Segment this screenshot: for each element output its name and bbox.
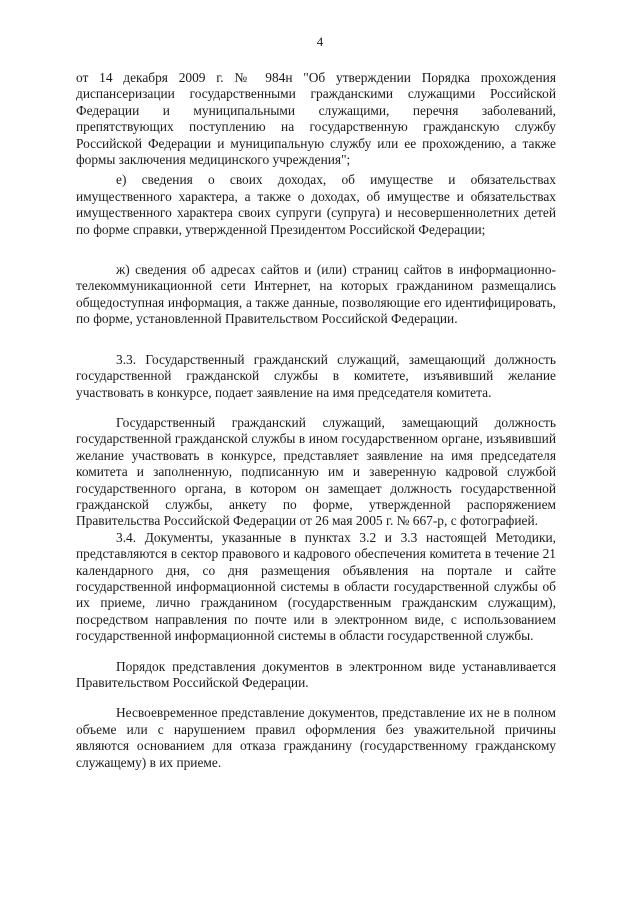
document-body: [76, 70, 556, 771]
paragraph-order-reference: от 14 декабря 2009 г. № 984н "Об утверждении Порядка прохождения диспансеризации государственными гражданскими служащими Российской Федерации и муниципальными служащими, перечня заболеваний, препятствующих поступлению на государственную гражданскую службу Российской Федерации и муниципальную службу или ее прохождению, а также формы заключения медицинского учреждения";: [76, 70, 556, 168]
paragraph-3-4: 3.4. Документы, указанные в пунктах 3.2 и 3.3 настоящей Методики, представляются в сектор правового и кадрового обеспечения комитета в течение 21 календарного дня, со дня размещения объявления на портале и сайте государственной информационной системы в области государственной службы об их приеме, лично гражданином (государственным гражданским служащим), посредством направления по почте или в электронном виде, с использованием государственной информационной системы в области государственной службы.: [76, 529, 556, 644]
paragraph-other-organ: Государственный гражданский служащий, замещающий должность государственной гражданской службы в ином государственном органе, изъявивший желание участвовать в конкурсе, представляет заявление на имя председателя комитета и заполненную, подписанную им и заверенную кадровой службой государственного органа, в котором он замещает должность государственной гражданской службы, анкету по форме, утвержденной распоряжением Правительства Российской Федерации от 26 мая 2005 г. № 667-р, с фотографией.: [76, 414, 556, 529]
paragraph-refusal-grounds: Несвоевременное представление документов, представление их не в полном объеме или с нарушением правил оформления без уважительной причины являются основанием для отказа гражданину (государственному гражданскому служащему) в их приеме.: [76, 705, 556, 770]
paragraph-item-e-income: е) сведения о своих доходах, об имуществе и обязательствах имущественного характера, а также о доходах, об имуществе и обязательствах имущественного характера своих супруги (супруга) и несовершеннолетних детей по форме справки, утвержденной Президентом Российской Федерации;: [76, 172, 556, 237]
paragraph-item-zh-websites: ж) сведения об адресах сайтов и (или) страниц сайтов в информационно-телекоммуникационной сети Интернет, на которых гражданином размещались общедоступная информация, а также данные, позволяющие его идентифицировать, по форме, установленной Правительством Российской Федерации.: [76, 262, 556, 327]
paragraph-3-3: 3.3. Государственный гражданский служащий, замещающий должность государственной гражданской службы в комитете, изъявивший желание участвовать в конкурсе, подает заявление на имя председателя комитета.: [76, 351, 556, 400]
page-number: 4: [316, 34, 324, 49]
paragraph-electronic-procedure: Порядок представления документов в электронном виде устанавливается Правительством Российской Федерации.: [76, 658, 556, 690]
